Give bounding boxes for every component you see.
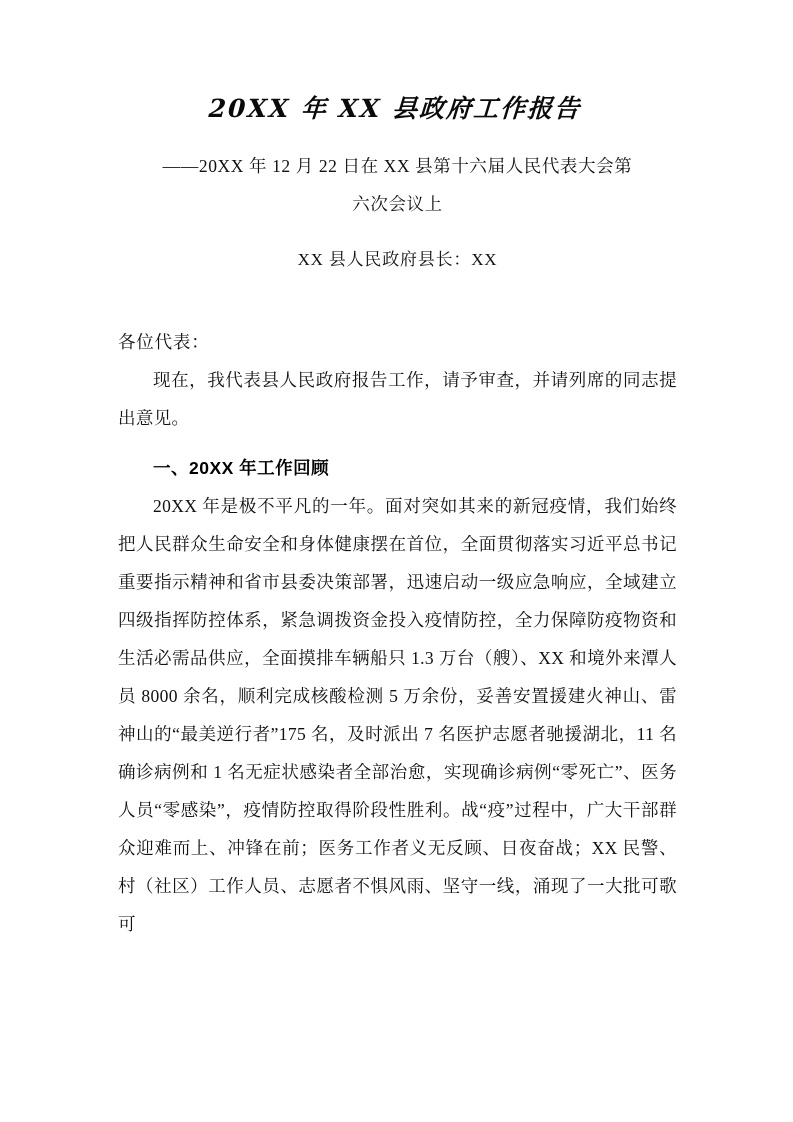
byline: XX 县人民政府县长：XX xyxy=(297,250,498,269)
subtitle-block xyxy=(118,147,677,223)
salutation: 各位代表： xyxy=(118,332,210,352)
page-title: 20XX 年 XX 县政府工作报告 xyxy=(207,94,582,123)
document-content-column xyxy=(118,0,677,943)
subtitle-line-2: 六次会议上 xyxy=(352,194,443,214)
subtitle-line-1: ——20XX 年 12 月 22 日在 XX 县第十六届人民代表大会第 xyxy=(162,156,633,176)
opening-paragraph: 现在，我代表县人民政府报告工作，请予审查，并请列席的同志提出意见。 xyxy=(118,370,677,428)
section-heading-one: 一、20XX 年工作回顾 xyxy=(153,458,330,478)
section-one-paragraph: 20XX 年是极不平凡的一年。面对突如其来的新冠疫情，我们始终把人民群众生命安全和身体健康摆在首位，全面贯彻落实习近平总书记重要指示精神和省市县委决策部署，迅速启动一级应急响应，全域建立四级指挥防控体系，紧急调拨资金投入疫情防控，全力保障防疫物资和生活必需品供应，全面摸排车辆船只 1.3 万台（艘）、XX 和境外来潭人员 8000 余名，顺利完成核酸检测 5 万余份，妥善安置援建火神山、雷神山的“最美逆行者”175 名，及时派出 7 名医护志愿者驰援湖北，11 名确诊病例和 1 名无症状感染者全部治愈，实现确诊病例“零死亡”、医务人员“零感染”，疫情防控取得阶段性胜利。战“疫”过程中，广大干部群众迎难而上、冲锋在前；医务工作者义无反顾、日夜奋战；XX 民警、村（社区）工作人员、志愿者不惧风雨、坚守一线，涌现了一大批可歌可 xyxy=(118,496,677,934)
